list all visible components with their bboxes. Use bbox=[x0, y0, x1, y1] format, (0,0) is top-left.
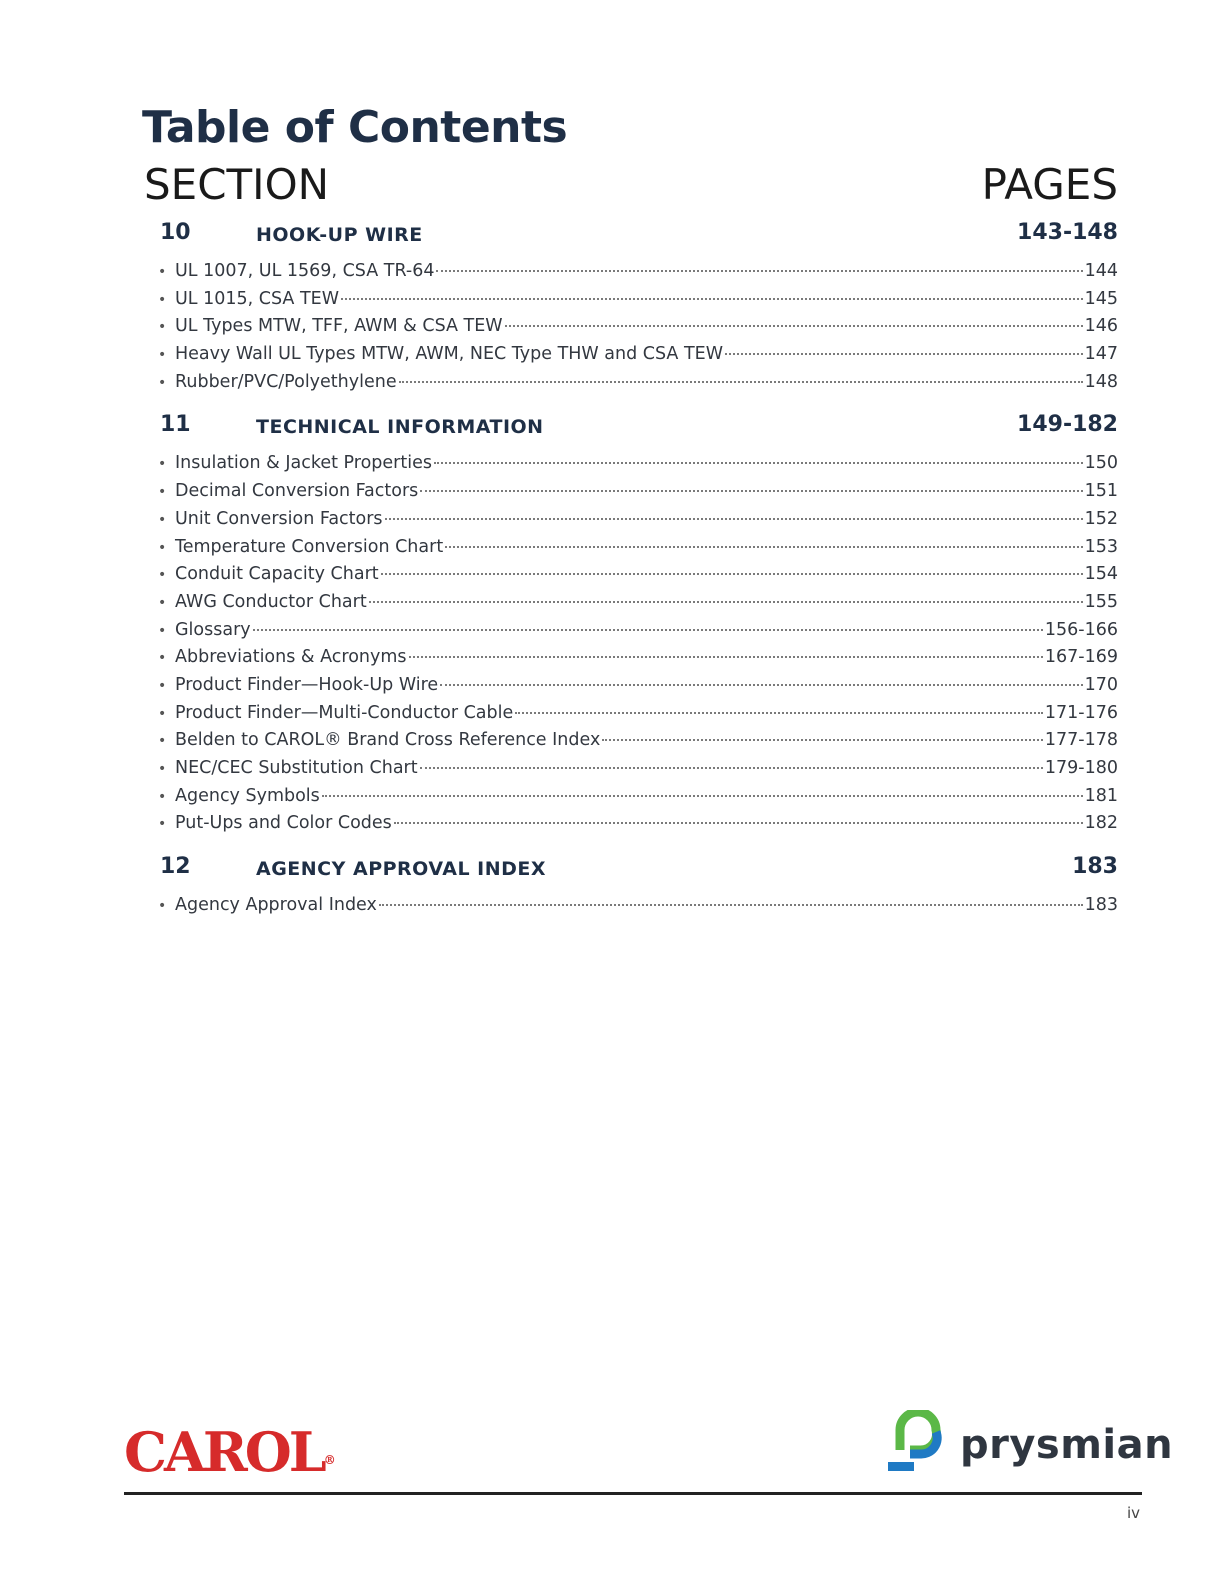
toc-entry[interactable] bbox=[158, 286, 1118, 314]
toc-entry-page: 156-166 bbox=[1044, 619, 1118, 640]
pages-column-label: PAGES bbox=[981, 160, 1118, 209]
section-number: 11 bbox=[160, 412, 191, 438]
section-number: 10 bbox=[160, 220, 191, 245]
toc-entry-label: AWG Conductor Chart bbox=[175, 591, 367, 612]
toc-entry[interactable] bbox=[158, 727, 1118, 755]
dot-leader bbox=[602, 739, 1043, 741]
bullet-icon: • bbox=[158, 705, 167, 722]
toc-entry-label: Agency Symbols bbox=[175, 785, 320, 806]
toc-entry[interactable] bbox=[158, 810, 1118, 838]
footer-divider bbox=[124, 1492, 1142, 1495]
dot-leader bbox=[505, 325, 1083, 327]
dot-leader bbox=[394, 822, 1083, 824]
toc-entry-page: 153 bbox=[1084, 536, 1118, 557]
bullet-icon: • bbox=[158, 539, 167, 556]
toc-entry-page: 167-169 bbox=[1044, 647, 1118, 668]
section-title: HOOK-UP WIRE bbox=[256, 224, 423, 246]
toc-entry-label: Belden to CAROL® Brand Cross Reference Index bbox=[175, 730, 601, 751]
section-heading-11[interactable] bbox=[158, 406, 1118, 450]
toc-entry-label: UL 1015, CSA TEW bbox=[175, 288, 340, 309]
toc-entry[interactable] bbox=[158, 478, 1118, 506]
section-entries-11 bbox=[158, 450, 1118, 838]
toc-entry-label: Put-Ups and Color Codes bbox=[175, 813, 392, 834]
dot-leader bbox=[436, 270, 1082, 272]
dot-leader bbox=[409, 656, 1043, 658]
table-of-contents bbox=[158, 214, 1118, 930]
bullet-icon: • bbox=[158, 291, 167, 308]
toc-entry-label: Unit Conversion Factors bbox=[175, 508, 383, 529]
toc-entry[interactable] bbox=[158, 589, 1118, 617]
bullet-icon: • bbox=[158, 788, 167, 805]
bullet-icon: • bbox=[158, 622, 167, 639]
section-pages: 143-148 bbox=[1017, 220, 1118, 245]
toc-entry-page: 181 bbox=[1084, 785, 1118, 806]
toc-entry[interactable] bbox=[158, 341, 1118, 369]
toc-entry-page: 171-176 bbox=[1044, 702, 1118, 723]
toc-entry-label: Product Finder—Hook-Up Wire bbox=[175, 674, 439, 695]
dot-leader bbox=[322, 795, 1083, 797]
dot-leader bbox=[420, 490, 1082, 492]
toc-entry-page: 183 bbox=[1084, 895, 1118, 916]
bullet-icon: • bbox=[158, 733, 167, 750]
toc-entry-page: 144 bbox=[1084, 261, 1118, 281]
toc-entry-page: 151 bbox=[1084, 481, 1118, 502]
toc-entry-label: Abbreviations & Acronyms bbox=[175, 647, 407, 668]
toc-entry-page: 152 bbox=[1084, 508, 1118, 529]
registered-mark: ® bbox=[323, 1453, 336, 1467]
bullet-icon: • bbox=[158, 761, 167, 777]
toc-entry-page: 155 bbox=[1084, 591, 1118, 612]
toc-entry[interactable] bbox=[158, 755, 1118, 783]
toc-entry[interactable] bbox=[158, 783, 1118, 811]
dot-leader bbox=[420, 767, 1043, 769]
bullet-icon: • bbox=[158, 594, 167, 611]
toc-entry-page: 182 bbox=[1084, 813, 1118, 834]
bullet-icon: • bbox=[158, 650, 167, 667]
toc-entry-page: 154 bbox=[1084, 564, 1118, 585]
section-heading-12[interactable] bbox=[158, 848, 1118, 892]
dot-leader bbox=[253, 629, 1043, 631]
dot-leader bbox=[369, 601, 1083, 603]
bullet-icon: • bbox=[158, 677, 167, 694]
toc-entry[interactable] bbox=[158, 644, 1118, 672]
section-pages: 183 bbox=[1072, 854, 1118, 880]
section-entries-10 bbox=[158, 258, 1118, 396]
toc-entry-page: 148 bbox=[1084, 371, 1118, 392]
toc-entry-label: Agency Approval Index bbox=[175, 895, 377, 916]
bullet-icon: • bbox=[158, 374, 167, 391]
section-column-label: SECTION bbox=[144, 160, 330, 209]
toc-entry-label: Heavy Wall UL Types MTW, AWM, NEC Type THW and CSA TEW bbox=[175, 344, 724, 365]
column-headings bbox=[144, 160, 1118, 210]
toc-entry-label: NEC/CEC Substitution Chart bbox=[175, 758, 418, 778]
dot-leader bbox=[440, 684, 1082, 686]
dot-leader bbox=[385, 518, 1083, 520]
toc-entry-page: 150 bbox=[1084, 453, 1118, 474]
toc-entry[interactable] bbox=[158, 617, 1118, 645]
toc-entry[interactable] bbox=[158, 258, 1118, 286]
section-title: TECHNICAL INFORMATION bbox=[256, 416, 544, 439]
toc-entry[interactable] bbox=[158, 892, 1118, 920]
dot-leader bbox=[445, 546, 1082, 548]
dot-leader bbox=[341, 298, 1083, 300]
toc-entry-label: Product Finder—Multi-Conductor Cable bbox=[175, 702, 514, 723]
dot-leader bbox=[725, 353, 1083, 355]
bullet-icon: • bbox=[158, 347, 167, 364]
toc-entry[interactable] bbox=[158, 672, 1118, 700]
toc-entry[interactable] bbox=[158, 313, 1118, 341]
toc-entry-page: 179-180 bbox=[1044, 758, 1118, 778]
toc-entry-page: 177-178 bbox=[1044, 730, 1118, 751]
bullet-icon: • bbox=[158, 898, 167, 915]
section-number: 12 bbox=[160, 854, 191, 880]
prysmian-logo bbox=[886, 1410, 1174, 1480]
section-title: AGENCY APPROVAL INDEX bbox=[256, 858, 547, 881]
bullet-icon: • bbox=[158, 456, 167, 473]
bullet-icon: • bbox=[158, 567, 167, 584]
toc-entry-label: Decimal Conversion Factors bbox=[175, 481, 419, 502]
toc-entry-label: Insulation & Jacket Properties bbox=[175, 453, 432, 474]
page-title: Table of Contents bbox=[142, 102, 568, 153]
toc-entry-page: 170 bbox=[1084, 674, 1118, 695]
toc-entry[interactable] bbox=[158, 561, 1118, 589]
toc-entry-label: Temperature Conversion Chart bbox=[175, 536, 444, 557]
bullet-icon: • bbox=[158, 511, 167, 528]
toc-entry-label: UL Types MTW, TFF, AWM & CSA TEW bbox=[175, 316, 503, 337]
prysmian-logo-text: prysmian bbox=[960, 1422, 1174, 1468]
prysmian-logo-icon bbox=[886, 1410, 952, 1476]
toc-entry[interactable] bbox=[158, 700, 1118, 728]
toc-entry[interactable] bbox=[158, 369, 1118, 397]
bullet-icon: • bbox=[158, 484, 167, 501]
toc-entry-label: UL 1007, UL 1569, CSA TR-64 bbox=[175, 261, 435, 281]
toc-entry-label: Rubber/PVC/Polyethylene bbox=[175, 371, 397, 392]
section-heading-10[interactable] bbox=[158, 214, 1118, 258]
toc-entry-label: Glossary bbox=[175, 619, 251, 640]
bullet-icon: • bbox=[158, 319, 167, 336]
toc-entry-page: 147 bbox=[1084, 344, 1118, 365]
toc-entry-page: 146 bbox=[1084, 316, 1118, 337]
section-pages: 149-182 bbox=[1017, 412, 1118, 438]
dot-leader bbox=[399, 381, 1083, 383]
page-number: iv bbox=[1126, 1504, 1140, 1522]
section-entries-12 bbox=[158, 892, 1118, 920]
dot-leader bbox=[515, 712, 1043, 714]
carol-logo bbox=[124, 1422, 336, 1482]
toc-entry[interactable] bbox=[158, 450, 1118, 478]
bullet-icon: • bbox=[158, 816, 167, 833]
dot-leader bbox=[381, 573, 1083, 575]
dot-leader bbox=[434, 462, 1083, 464]
toc-entry[interactable] bbox=[158, 506, 1118, 534]
bullet-icon: • bbox=[158, 264, 167, 280]
dot-leader bbox=[379, 904, 1083, 906]
toc-entry-label: Conduit Capacity Chart bbox=[175, 564, 379, 585]
toc-entry[interactable] bbox=[158, 534, 1118, 562]
carol-logo-text: CAROL bbox=[124, 1420, 324, 1484]
toc-entry-page: 145 bbox=[1084, 288, 1118, 309]
